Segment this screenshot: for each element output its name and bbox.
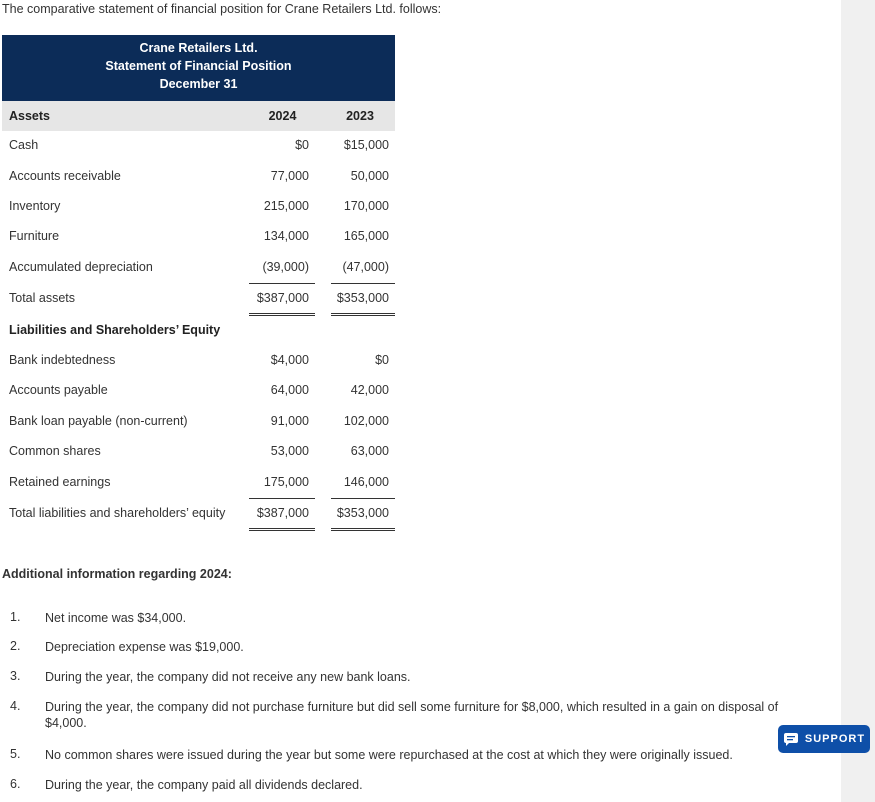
page-gutter — [841, 0, 875, 802]
list-number: 6. — [10, 777, 21, 791]
value-2024: 77,000 — [270, 169, 309, 183]
row-label: Accounts receivable — [9, 169, 121, 183]
row-label: Bank indebtedness — [9, 353, 116, 367]
list-number: 2. — [10, 639, 21, 653]
value-2023: 170,000 — [343, 199, 389, 213]
value-2023: $0 — [375, 353, 389, 367]
value-2023: (47,000) — [342, 260, 389, 274]
row-label: Total assets — [9, 291, 76, 305]
year-2024-header: 2024 — [268, 109, 297, 123]
value-2023: $353,000 — [336, 506, 389, 520]
list-number: 4. — [10, 699, 21, 713]
row-label: Accumulated depreciation — [9, 260, 153, 274]
underline — [249, 498, 315, 499]
value-2023: 42,000 — [350, 383, 389, 397]
year-2023-header: 2023 — [346, 109, 374, 123]
row-label: Bank loan payable (non-current) — [9, 414, 188, 428]
list-number: 3. — [10, 669, 21, 683]
value-2024: 91,000 — [270, 414, 309, 428]
value-2024: 134,000 — [263, 229, 309, 243]
row-label: Cash — [9, 138, 39, 152]
row-label: Accounts payable — [9, 383, 108, 397]
double-underline — [331, 528, 395, 531]
value-2024: 215,000 — [263, 199, 309, 213]
row-label: Common shares — [9, 444, 101, 458]
chat-icon — [783, 732, 799, 746]
value-2023: 50,000 — [350, 169, 389, 183]
list-item: During the year, the company did not receive any new bank loans. — [45, 670, 411, 684]
support-label: SUPPORT — [804, 733, 866, 745]
list-item: Depreciation expense was $19,000. — [45, 640, 244, 654]
statement-header — [2, 35, 395, 101]
additional-info-heading: Additional information regarding 2024: — [2, 567, 232, 581]
value-2023: $353,000 — [336, 291, 389, 305]
value-2024: 175,000 — [263, 475, 309, 489]
value-2024: 53,000 — [270, 444, 309, 458]
value-2023: $15,000 — [343, 138, 389, 152]
value-2024: $0 — [295, 138, 309, 152]
list-item: During the year, the company did not purchase furniture but did sell some furniture for $8,000, which resulted in a gain on disposal of $4,000. — [45, 700, 779, 730]
row-label: Inventory — [9, 199, 61, 213]
value-2024: $387,000 — [256, 291, 309, 305]
row-label: Furniture — [9, 229, 60, 243]
value-2024: 64,000 — [270, 383, 309, 397]
underline — [331, 498, 395, 499]
list-item: No common shares were issued during the year but some were repurchased at the cost at which they were originally issued. — [45, 748, 733, 762]
double-underline — [249, 313, 315, 316]
underline — [331, 283, 395, 284]
value-2024: (39,000) — [262, 260, 309, 274]
column-header-row — [2, 101, 395, 131]
double-underline — [331, 313, 395, 316]
list-item: During the year, the company paid all dividends declared. — [45, 778, 363, 792]
liabilities-heading: Liabilities and Shareholders’ Equity — [9, 323, 221, 337]
value-2023: 63,000 — [350, 444, 389, 458]
value-2023: 146,000 — [343, 475, 389, 489]
value-2024: $387,000 — [256, 506, 309, 520]
underline — [249, 283, 315, 284]
list-number: 1. — [10, 610, 21, 624]
statement-date: December 31 — [159, 77, 238, 91]
double-underline — [249, 528, 315, 531]
assets-header: Assets — [9, 109, 50, 123]
company-name: Crane Retailers Ltd. — [139, 41, 258, 55]
support-button[interactable] — [778, 725, 870, 753]
row-label: Total liabilities and shareholders’ equity — [9, 506, 226, 520]
intro-text: The comparative statement of financial position for Crane Retailers Ltd. follows: — [2, 2, 442, 16]
row-label: Retained earnings — [9, 475, 111, 489]
list-number: 5. — [10, 747, 21, 761]
value-2024: $4,000 — [270, 353, 309, 367]
value-2023: 165,000 — [343, 229, 389, 243]
value-2023: 102,000 — [343, 414, 389, 428]
statement-title: Statement of Financial Position — [105, 59, 292, 73]
list-item: Net income was $34,000. — [45, 611, 187, 625]
